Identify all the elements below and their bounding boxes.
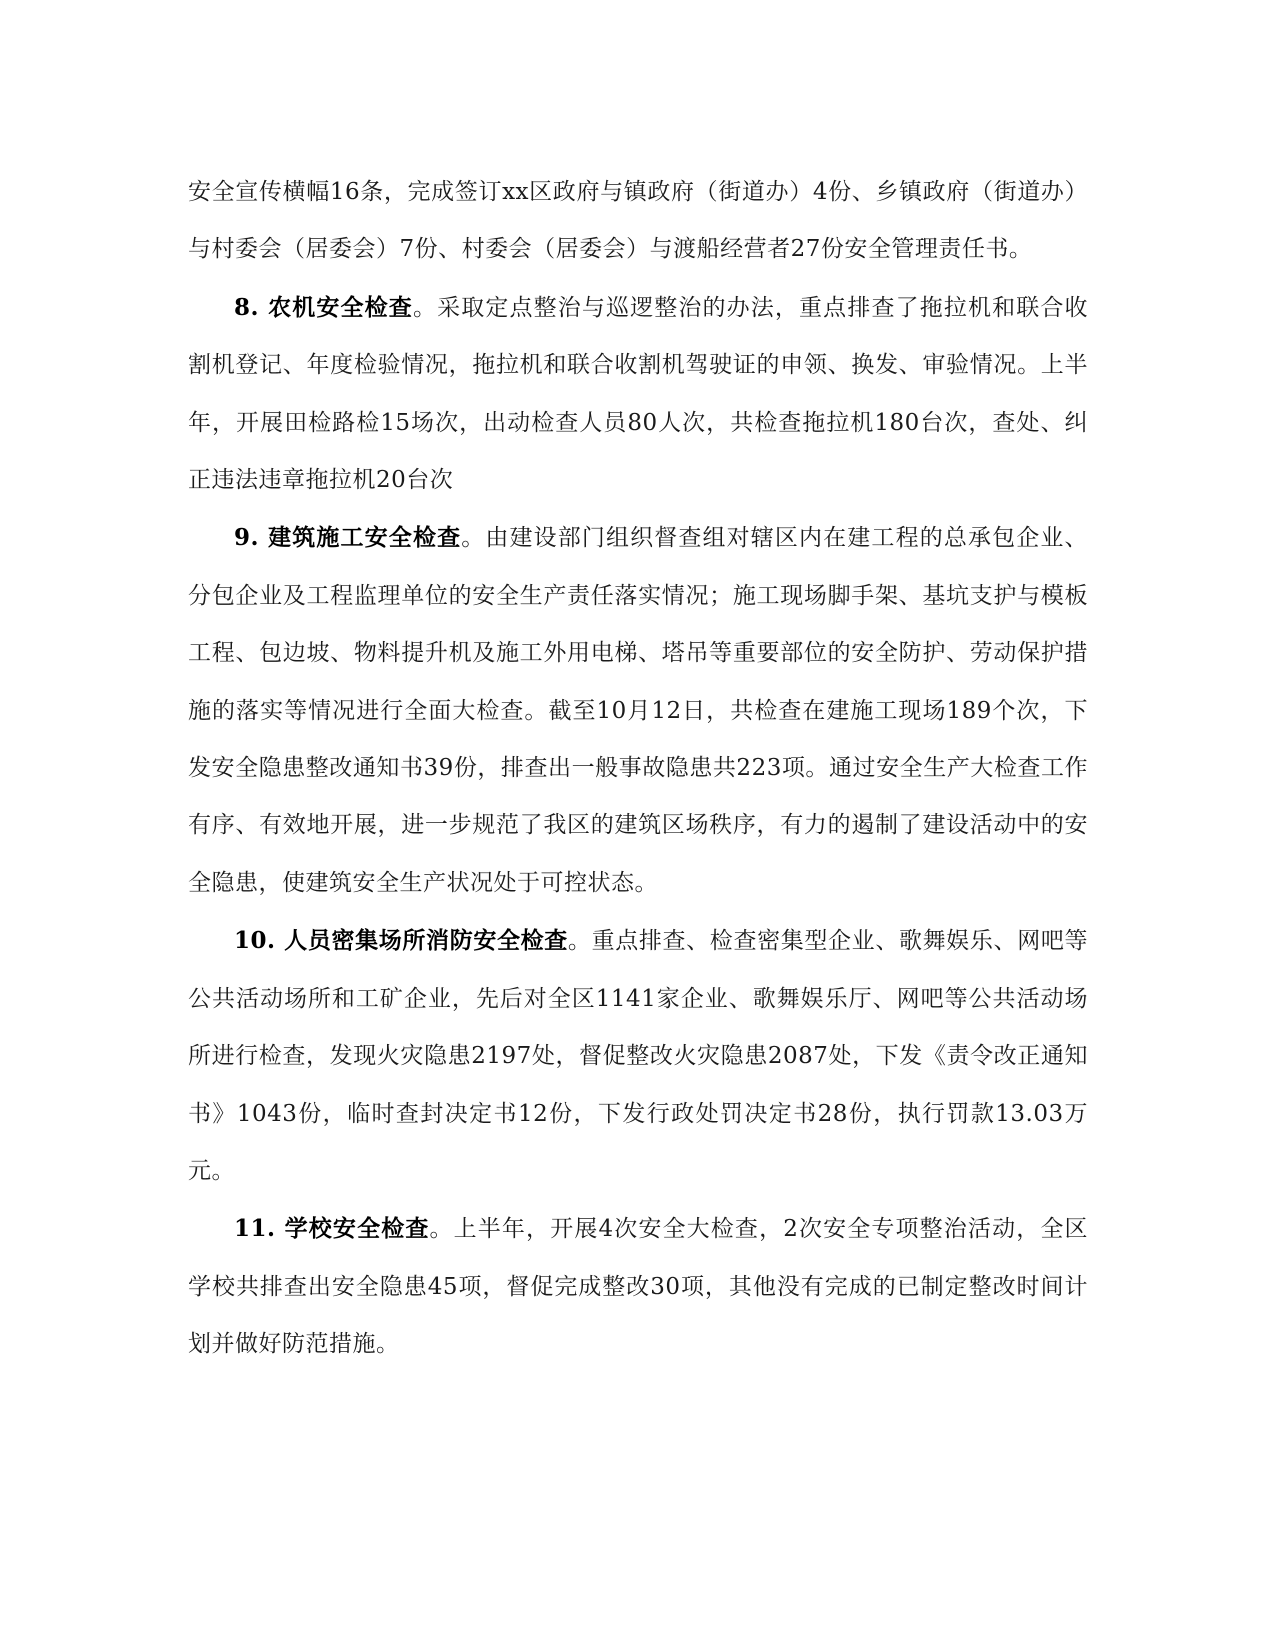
section-heading: 8. 农机安全检查 xyxy=(234,293,413,321)
paragraph-fire-safety xyxy=(188,912,1088,1200)
section-heading: 11. 学校安全检查 xyxy=(234,1215,430,1243)
section-heading: 10. 人员密集场所消防安全检查 xyxy=(234,927,568,955)
paragraph-continuation xyxy=(188,164,1088,279)
paragraph-agricultural-machinery xyxy=(188,279,1088,510)
document-body xyxy=(188,164,1088,1374)
paragraph-construction-safety xyxy=(188,509,1088,912)
paragraph-text: 。重点排查、检查密集型企业、歌舞娱乐、网吧等公共活动场所和工矿企业，先后对全区1141家企业、歌舞娱乐厅、网吧等公共活动场所进行检查，发现火灾隐患2197处，督促整改火灾隐患2087处，下发《责令改正通知书》1043份，临时查封决定书12份，下发行政处罚决定书28份，执行罚款13.03万元。 xyxy=(188,928,1088,1184)
paragraph-text: 安全宣传横幅16条，完成签订xx区政府与镇政府（街道办）4份、乡镇政府（街道办）与村委会（居委会）7份、村委会（居委会）与渡船经营者27份安全管理责任书。 xyxy=(188,179,1088,263)
paragraph-text: 。采取定点整治与巡逻整治的办法，重点排查了拖拉机和联合收割机登记、年度检验情况，拖拉机和联合收割机驾驶证的申领、换发、审验情况。上半年，开展田检路检15场次，出动检查人员80人次，共检查拖拉机180台次，查处、纠正违法违章拖拉机20台次 xyxy=(188,294,1089,494)
section-heading: 9. 建筑施工安全检查 xyxy=(234,524,462,552)
paragraph-text: 。上半年，开展4次安全大检查，2次安全专项整治活动，全区学校共排查出安全隐患45项，督促完成整改30项，其他没有完成的已制定整改时间计划并做好防范措施。 xyxy=(188,1216,1088,1358)
paragraph-text: 。由建设部门组织督查组对辖区内在建工程的总承包企业、分包企业及工程监理单位的安全生产责任落实情况；施工现场脚手架、基坑支护与模板工程、包边坡、物料提升机及施工外用电梯、塔吊等重要部位的安全防护、劳动保护措施的落实等情况进行全面大检查。截至10月12日，共检查在建施工现场189个次，下发安全隐患整改通知书39份，排查出一般事故隐患共223项。通过安全生产大检查工作有序、有效地开展，进一步规范了我区的建筑区场秩序，有力的遏制了建设活动中的安全隐患，使建筑安全生产状况处于可控状态。 xyxy=(188,525,1088,896)
paragraph-school-safety xyxy=(188,1200,1088,1373)
